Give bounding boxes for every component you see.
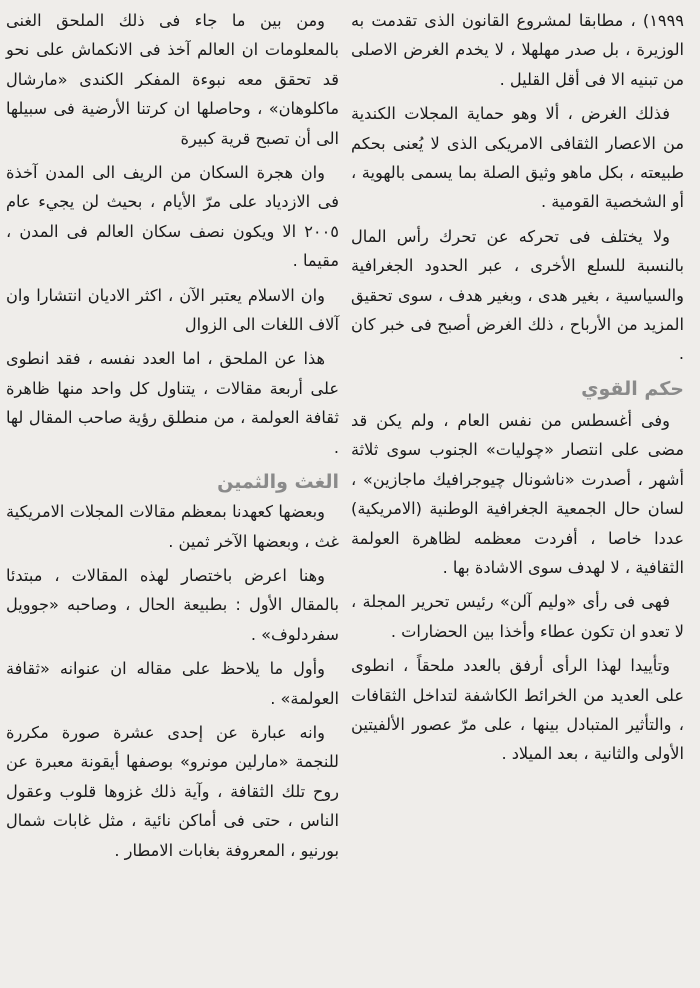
- paragraph: وبعضها كعهدنا بمعظم مقالات المجلات الامريكية غث ، وبعضها الآخر ثمين .: [6, 502, 339, 551]
- paragraph: وفى أغسطس من نفس العام ، ولم يكن قد مضى على انتصار «چوليات» الجنوب سوى ثلاثة أشهر ، أصدرت «ناشونال چيوجرافيك ماجازين» ، لسان حال الجمعية الجغرافية الوطنية (الامريكية) عددا خاصا ، أفردت معظمه لظاهرة العولمة الثقافية ، لا لهدف سوى الاشادة بها .: [351, 410, 684, 577]
- subheading-lean-and-fat: الغث والثمين: [217, 471, 339, 494]
- paragraph: ولا يختلف فى تحركه عن تحرك رأس المال بالنسبة للسلع الأخرى ، عبر الحدود الجغرافية والسياسية ، بغير هدى ، وبغير هدف ، سوى تحقيق المزيد من الأرباح ، ذلك الغرض أصبح فى خبر كان .: [351, 226, 684, 364]
- paragraph: وانه عبارة عن إحدى عشرة صورة مكررة للنجمة «مارلين مونرو» بوصفها أيقونة معبرة عن روح تلك الثقافة ، وآية ذلك غزوها قلوب وعقول الناس ، حتى فى أماكن نائية ، مثل غابات شمال بورنيو ، المعروفة بغابات الامطار .: [6, 722, 339, 860]
- paragraph: هذا عن الملحق ، اما العدد نفسه ، فقد انطوى على أربعة مقالات ، يتناول كل واحد منها ظاهرة ثقافة العولمة ، من منطلق رؤية صاحب المقال لها .: [6, 349, 339, 457]
- paragraph: وان هجرة السكان من الريف الى المدن آخذة فى الازدياد على مرّ الأيام ، بحيث لن يجيء عام ٢٠٠٥ الا ويكون نصف سكان العالم فى المدن ، مقيما .: [6, 163, 339, 271]
- paragraph: وهنا اعرض باختصار لهذه المقالات ، مبتدئا بالمقال الأول : بطبيعة الحال ، وصاحبه «جوويل سفردلوف» .: [6, 565, 339, 644]
- left-column: [6, 6, 339, 870]
- paragraph: وتأييدا لهذا الرأى أرفق بالعدد ملحقاً ، انطوى على العديد من الخرائط الكاشفة لتداخل الثقافات ، والتأثير المتبادل بينها ، على مرّ عصور الألفيتين الأولى والثانية ، بعد الميلاد .: [351, 656, 684, 764]
- right-column: [351, 6, 684, 774]
- subheading-strong-rule: حكم القوي: [581, 377, 684, 400]
- paragraph: وان الاسلام يعتبر الآن ، اكثر الاديان انتشارا وان آلاف اللغات الى الزوال: [6, 285, 339, 335]
- paragraph: فذلك الغرض ، ألا وهو حماية المجلات الكندية من الاعصار الثقافى الامريكى الذى لا يُعنى بحكم طبيعته ، بكل ماهو وثيق الصلة بما يسمى بالهوية ، أو الشخصية القومية .: [351, 104, 684, 212]
- paragraph: ومن بين ما جاء فى ذلك الملحق الغنى بالمعلومات ان العالم آخذ فى الانكماش على نحو قد تحقق معه نبوءة المفكر الكندى «مارشال ماكلوهان» ، وحاصلها ان كرتنا الأرضية فى سبيلها الى أن تصبح قرية كبيرة: [6, 11, 339, 148]
- paragraph: فهى فى رأى «وليم آلن» رئيس تحرير المجلة ، لا تعدو ان تكون عطاء وأخذا بين الحضارات .: [351, 592, 684, 641]
- paragraph: وأول ما يلاحظ على مقاله ان عنوانه «ثقافة العولمة» .: [6, 659, 339, 708]
- paragraph: ١٩٩٩) ، مطابقا لمشروع القانون الذى تقدمت به الوزيرة ، بل صدر مهلهلا ، لا يخدم الغرض الاصلى من تبنيه الا فى أقل القليل .: [351, 11, 684, 89]
